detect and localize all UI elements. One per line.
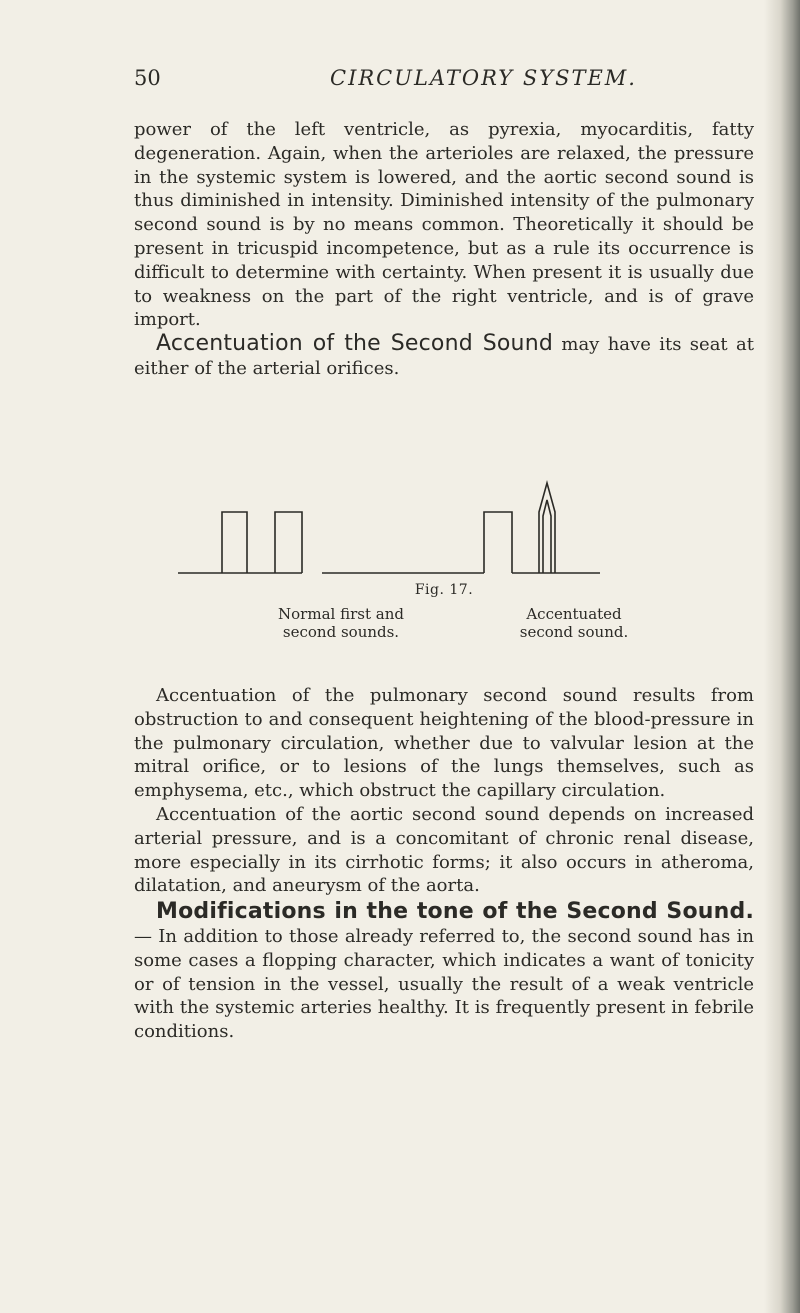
figure-label-normal-line-2: second sounds. [282,623,400,641]
section-modifications [134,900,754,1044]
paragraph-1: power of the left ventricle, as pyrexia, myocarditis, fatty degeneration. Again, when the arterioles are relaxed, the pressure in the systemic system is lowered, and the aortic second sound is thus diminished in intensity. Diminished intensity of the pulmonary second sound is by no means common. Theoretically it should be present in tricuspid incompetence, but as a rule its occurrence is difficult to determine with certainty. When present it is usually due to weakness on the part of the right ventricle, and is of grave import. [134,119,754,331]
page-edge-shadow [764,0,800,1313]
section-heading-accentuation: Accentuation of the Second Sound [156,331,554,357]
figure-caption: Fig. 17. [414,582,474,598]
figure-17 [134,478,754,688]
heart-sounds-diagram [134,478,754,578]
figure-label-normal [246,605,436,641]
accentuated-second-sound-inner [543,500,551,573]
section-heading-modifications: Modifications in the tone of the Second Sound. [156,899,754,925]
normal-second-sound-mark [275,512,302,573]
figure-label-accentuated-line-2: second sound. [519,623,629,641]
figure-label-normal-line-1: Normal first and [278,605,404,623]
body-text-bottom [134,684,754,1044]
paragraph-aortic: Accentuation of the aortic second sound depends on increased arterial pressure, and is a concomitant of chronic renal disease, more especially in its cirrhotic forms; it also occurs in atheroma, dilatation, and aneurysm of the aorta. [134,803,754,897]
running-head: CIRCULATORY SYSTEM. [330,66,637,90]
paragraph-pulmonary: Accentuation of the pulmonary second sound results from obstruction to and consequent heightening of the blood-pressure in the pulmonary circulation, whether due to valvular lesion at the mitral orifice, or to lesions of the lungs themselves, such as emphysema, etc., which obstruct the capillary circulation. [134,685,754,802]
normal-first-sound-mark [222,512,247,573]
section-accentuation [134,332,754,381]
figure-label-accentuated-line-1: Accentuated [526,605,622,623]
body-text-top [134,118,754,381]
page-header [134,66,754,96]
page-number: 50 [134,66,161,90]
section-text-accentuation: may have its seat at either of the arterial orifices. [134,334,754,379]
section-text-modifications: — In addition to those already referred to, the second sound has in some cases a flopping character, which indicates a want of tonicity or of tension in the vessel, usually the result of a weak ventricle with the systemic arteries healthy. It is frequently present in febrile conditions. [134,925,754,1043]
accentuated-second-sound-mark [539,483,555,573]
first-sound-mark-right [484,512,512,573]
figure-label-accentuated [474,605,674,641]
